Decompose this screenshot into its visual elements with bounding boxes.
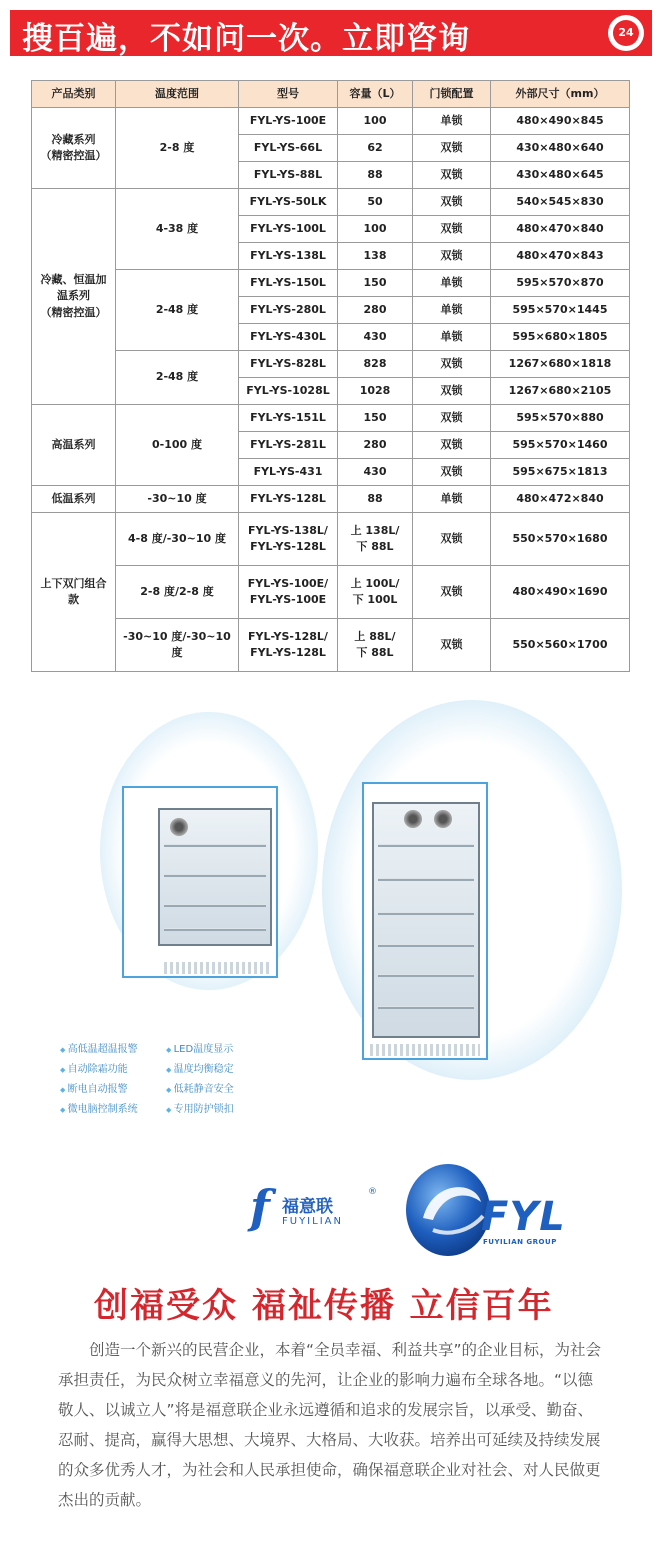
lock-cell: 单锁 [413, 270, 491, 297]
capacity-cell [338, 619, 413, 672]
size-cell: 595×570×870 [491, 270, 630, 297]
fridge-door [158, 808, 272, 946]
table-row [32, 189, 630, 216]
small-fridge-image [122, 786, 278, 978]
spec-table [31, 80, 630, 672]
fuyilian-logo [250, 1180, 380, 1240]
feature-row [60, 1100, 258, 1120]
size-cell: 595×570×880 [491, 405, 630, 432]
model-cell: FYL-YS-66L [239, 135, 338, 162]
fyl-group-logo [403, 1160, 593, 1260]
fridge-shelf [164, 844, 266, 847]
globe-icon [403, 1160, 493, 1260]
size-cell: 480×472×840 [491, 486, 630, 513]
table-row [32, 566, 630, 619]
size-cell: 550×570×1680 [491, 513, 630, 566]
table-row [32, 619, 630, 672]
lock-cell: 双锁 [413, 351, 491, 378]
capacity-cell: 430 [338, 324, 413, 351]
table-row [32, 513, 630, 566]
temp-cell: 2-48 度 [116, 270, 239, 351]
capacity-cell: 88 [338, 162, 413, 189]
lock-cell: 双锁 [413, 513, 491, 566]
brand-slogan: 创福受众 福祉传播 立信百年 [94, 1286, 554, 1326]
table-row [32, 351, 630, 378]
size-cell: 480×470×843 [491, 243, 630, 270]
model-line: FYL-YS-100E/ [247, 576, 329, 590]
size-cell: 595×570×1445 [491, 297, 630, 324]
category-cell [32, 108, 116, 189]
lock-cell: 双锁 [413, 135, 491, 162]
capacity-line: 上 138L/ [350, 523, 400, 537]
feature-item: ◆ LED温度显示 [166, 1040, 258, 1060]
lock-cell: 单锁 [413, 297, 491, 324]
fridge-shelf [164, 874, 266, 877]
company-description: 创造一个新兴的民营企业，本着“全员幸福、利益共享”的企业目标，为社会承担责任，为民众树立幸福意义的先河，让企业的影响力遍布全球各地。“以德敬人、以诚立人”将是福意联企业永远遵循和追求的发展宗旨，以承受、勤奋、忍耐、提高，赢得大思想、大境界、大格局、大收获。培养出可延续及持续发展的众多优秀人才，为社会和人民承担使命，确保福意联企业对社会、对人民做更杰出的贡献。 [58, 1341, 602, 1509]
capacity-cell: 50 [338, 189, 413, 216]
header-lock: 门锁配置 [413, 81, 491, 108]
size-cell: 1267×680×1818 [491, 351, 630, 378]
model-cell: FYL-YS-100E [239, 108, 338, 135]
fridge-shelf [378, 912, 474, 915]
lock-cell: 双锁 [413, 619, 491, 672]
feature-row [60, 1040, 258, 1060]
size-cell: 480×490×1690 [491, 566, 630, 619]
fan-icon [434, 810, 452, 828]
lock-cell: 双锁 [413, 432, 491, 459]
feature-row [60, 1080, 258, 1100]
size-cell: 480×470×840 [491, 216, 630, 243]
lock-cell: 双锁 [413, 405, 491, 432]
category-label: 冷藏系列 [51, 132, 96, 146]
temp-cell: 0-100 度 [116, 405, 239, 486]
model-cell: FYL-YS-280L [239, 297, 338, 324]
fan-icon [404, 810, 422, 828]
capacity-cell: 150 [338, 405, 413, 432]
category-label: （精密控温） [40, 149, 107, 162]
fridge-shelf [164, 904, 266, 907]
capacity-cell [338, 566, 413, 619]
size-cell: 480×490×845 [491, 108, 630, 135]
lock-cell: 双锁 [413, 189, 491, 216]
lock-cell: 单锁 [413, 486, 491, 513]
temp-cell: 4-38 度 [116, 189, 239, 270]
capacity-cell: 138 [338, 243, 413, 270]
capacity-line: 下 88L [356, 540, 394, 553]
capacity-cell: 100 [338, 216, 413, 243]
feature-item: ◆ 专用防护锁扣 [166, 1100, 258, 1120]
service-24h-icon[interactable] [608, 15, 644, 51]
model-line: FYL-YS-100E [249, 593, 327, 606]
size-cell: 595×675×1813 [491, 459, 630, 486]
fyl-wordmark: FYL [481, 1194, 566, 1240]
table-row [32, 108, 630, 135]
fridge-shelf [378, 844, 474, 847]
model-cell: FYL-YS-138L [239, 243, 338, 270]
consult-banner[interactable] [10, 10, 652, 56]
banner-text: 搜百遍，不如问一次。立即咨询 [22, 21, 470, 57]
feature-item: ◆ 断电自动报警 [60, 1080, 152, 1100]
feature-list [60, 1040, 258, 1120]
size-cell: 550×560×1700 [491, 619, 630, 672]
lock-cell: 双锁 [413, 378, 491, 405]
registered-mark: ® [368, 1187, 377, 1197]
temp-cell: 4-8 度/-30~10 度 [116, 513, 239, 566]
badge-label: 24 [613, 20, 639, 46]
table-header-row [32, 81, 630, 108]
model-cell: FYL-YS-88L [239, 162, 338, 189]
fyl-group-name: FUYILIAN GROUP [483, 1238, 557, 1246]
feature-item: ◆ 自动除霜功能 [60, 1060, 152, 1080]
tall-fridge-image [362, 782, 488, 1060]
capacity-cell: 150 [338, 270, 413, 297]
capacity-cell: 100 [338, 108, 413, 135]
lock-cell: 单锁 [413, 324, 491, 351]
size-cell: 430×480×640 [491, 135, 630, 162]
temp-cell: 2-8 度/2-8 度 [116, 566, 239, 619]
model-line: FYL-YS-128L [250, 540, 326, 553]
category-cell: 高温系列 [32, 405, 116, 486]
model-line: FYL-YS-128L [250, 646, 326, 659]
category-cell: 低温系列 [32, 486, 116, 513]
category-label: 款 [68, 593, 79, 606]
feature-item: ◆ 低耗静音安全 [166, 1080, 258, 1100]
temp-cell: 2-8 度 [116, 108, 239, 189]
category-label: 温系列 [57, 289, 90, 303]
capacity-line: 上 100L/ [350, 576, 400, 590]
lock-cell: 双锁 [413, 459, 491, 486]
model-cell: FYL-YS-430L [239, 324, 338, 351]
model-cell: FYL-YS-128L [239, 486, 338, 513]
category-label: 冷藏、恒温加 [40, 272, 107, 286]
fridge-vent [164, 962, 270, 974]
temp-cell: 2-48 度 [116, 351, 239, 405]
category-label: 上下双门组合 [40, 576, 107, 590]
fuyilian-mark: f [250, 1180, 270, 1234]
lock-cell: 双锁 [413, 243, 491, 270]
model-line: FYL-YS-138L/ [248, 523, 328, 537]
capacity-cell: 280 [338, 297, 413, 324]
size-cell: 540×545×830 [491, 189, 630, 216]
capacity-cell: 430 [338, 459, 413, 486]
capacity-line: 下 88L [356, 646, 394, 659]
capacity-cell: 280 [338, 432, 413, 459]
fridge-door [372, 802, 480, 1038]
capacity-line: 下 100L [352, 593, 398, 606]
model-cell [239, 619, 338, 672]
fridge-shelf [164, 928, 266, 931]
table-row [32, 270, 630, 297]
model-cell: FYL-YS-100L [239, 216, 338, 243]
model-line: FYL-YS-128L/ [248, 629, 328, 643]
header-model: 型号 [239, 81, 338, 108]
table-row [32, 405, 630, 432]
header-temp: 温度范围 [116, 81, 239, 108]
lock-cell: 双锁 [413, 216, 491, 243]
model-cell [239, 513, 338, 566]
lock-cell: 双锁 [413, 566, 491, 619]
capacity-line: 上 88L/ [354, 629, 396, 643]
temp-cell: -30~10 度/-30~10 度 [116, 619, 239, 672]
feature-item: ◆ 高低温超温报警 [60, 1040, 152, 1060]
model-cell: FYL-YS-431 [239, 459, 338, 486]
fridge-shelf [378, 944, 474, 947]
header-category: 产品类别 [32, 81, 116, 108]
fridge-shelf [378, 878, 474, 881]
size-cell: 595×680×1805 [491, 324, 630, 351]
size-cell: 1267×680×2105 [491, 378, 630, 405]
fuyilian-en-name: FUYILIAN [282, 1216, 343, 1227]
capacity-cell: 88 [338, 486, 413, 513]
model-cell: FYL-YS-151L [239, 405, 338, 432]
fridge-shelf [378, 974, 474, 977]
category-cell [32, 513, 116, 672]
model-cell: FYL-YS-281L [239, 432, 338, 459]
lock-cell: 双锁 [413, 162, 491, 189]
model-cell [239, 566, 338, 619]
size-cell: 595×570×1460 [491, 432, 630, 459]
category-label: （精密控温） [40, 305, 107, 319]
model-cell: FYL-YS-1028L [239, 378, 338, 405]
header-capacity: 容量（L） [338, 81, 413, 108]
fridge-shelf [378, 1006, 474, 1009]
fridge-vent [370, 1044, 480, 1056]
feature-item: ◆ 微电脑控制系统 [60, 1100, 152, 1120]
header-size: 外部尺寸（mm） [491, 81, 630, 108]
capacity-cell: 62 [338, 135, 413, 162]
category-cell [32, 189, 116, 405]
model-cell: FYL-YS-50LK [239, 189, 338, 216]
capacity-cell: 1028 [338, 378, 413, 405]
feature-row [60, 1060, 258, 1080]
temp-cell: -30~10 度 [116, 486, 239, 513]
model-cell: FYL-YS-828L [239, 351, 338, 378]
capacity-cell: 828 [338, 351, 413, 378]
size-cell: 430×480×645 [491, 162, 630, 189]
fan-icon [170, 818, 188, 836]
table-row [32, 486, 630, 513]
feature-item: ◆ 温度均衡稳定 [166, 1060, 258, 1080]
lock-cell: 单锁 [413, 108, 491, 135]
model-cell: FYL-YS-150L [239, 270, 338, 297]
fuyilian-cn-name: 福意联 [282, 1197, 333, 1217]
capacity-cell [338, 513, 413, 566]
